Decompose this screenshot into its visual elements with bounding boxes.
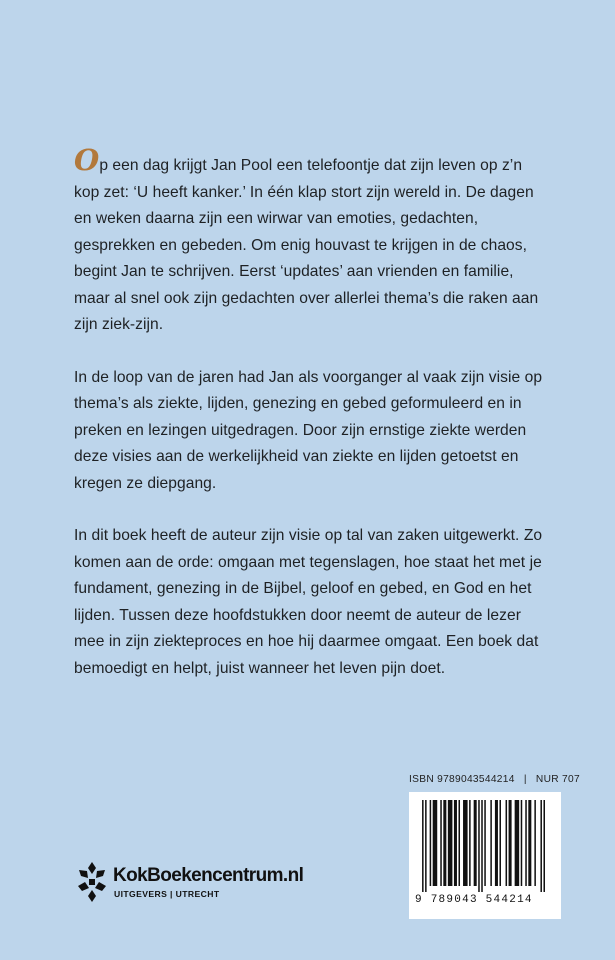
publisher-subtitle: UITGEVERS | UTRECHT bbox=[114, 889, 220, 899]
barcode-bar bbox=[430, 800, 432, 886]
nur-label: NUR bbox=[535, 774, 559, 785]
barcode-bar bbox=[525, 800, 527, 886]
kok-star-icon bbox=[76, 860, 108, 904]
publisher-name: KokBoekencentrum.nl bbox=[113, 865, 304, 886]
barcode-bar bbox=[521, 800, 523, 886]
barcode-bar bbox=[515, 800, 520, 886]
barcode-bars bbox=[417, 800, 553, 892]
back-cover-blurb bbox=[74, 143, 544, 708]
barcode-bar bbox=[543, 800, 545, 892]
barcode-bar bbox=[463, 800, 468, 886]
blurb-paragraph-1-text: p een dag krijgt Jan Pool een telefoontje dat zijn leven op z’n kop zet: ‘U heeft kanker.’ In één klap stort zijn wereld in. De dagen en weken daarna zijn een wirwar van emoties, gedachten, gesprekken en gebeden. Om enig houvast te krijgen in de chaos, begint Jan te schrijven. Eerst ‘updates’ aan vrienden en familie, maar al snel ook zijn gedachten over allerlei thema’s die raken aan zijn ziek-zijn. bbox=[74, 157, 539, 333]
isbn-value: 9789043544214 bbox=[437, 774, 515, 785]
blurb-paragraph-3: In dit boek heeft de auteur zijn visie op tal van zaken uitgewerkt. Zo komen aan de orde: omgaan met tegenslagen, hoe staat het met je fundament, genezing in de Bijbel, geloof en gebed, en God en het lijden. Tussen deze hoofdstukken door neemt de auteur de lezer mee in zijn ziekteproces en hoe hij daarmee omgaat. Een boek dat bemoedigt en helpt, juist wanneer het leven pijn doet. bbox=[74, 527, 543, 677]
barcode-bar bbox=[422, 800, 424, 892]
barcode-bar bbox=[509, 800, 512, 886]
barcode-bar bbox=[469, 800, 471, 886]
barcode-bar bbox=[454, 800, 457, 886]
barcode-bar bbox=[443, 800, 446, 886]
isbn-label: ISBN bbox=[409, 774, 434, 785]
barcode-bar bbox=[506, 800, 508, 886]
drop-cap: O bbox=[74, 143, 100, 177]
blurb-paragraph-2: In de loop van de jaren had Jan als voorganger al vaak zijn visie op thema’s als ziekte, lijden, genezing en gebed geformuleerd en in preken en lezingen uitgedragen. Door zijn ernstige ziekte werden deze visies aan de werkelijkheid van ziekte en lijden getoetst en kregen ze diepgang. bbox=[74, 368, 543, 492]
barcode-digits: 9 789043 544214 bbox=[415, 894, 533, 906]
barcode-bar bbox=[528, 800, 531, 886]
barcode-bar bbox=[458, 800, 460, 886]
barcode-bar bbox=[534, 800, 536, 886]
barcode-bar bbox=[481, 800, 483, 892]
isbn-separator: | bbox=[523, 774, 527, 785]
blurb-paragraph-1 bbox=[74, 143, 544, 339]
barcode-bar bbox=[448, 800, 453, 886]
barcode-bar bbox=[495, 800, 498, 886]
barcode-bar bbox=[440, 800, 442, 886]
barcode bbox=[409, 792, 561, 919]
barcode-bar bbox=[478, 800, 480, 892]
barcode-bar bbox=[433, 800, 438, 886]
barcode-bar bbox=[484, 800, 486, 886]
barcode-bar bbox=[499, 800, 501, 886]
nur-value: 707 bbox=[562, 774, 580, 785]
barcode-bar bbox=[474, 800, 477, 886]
barcode-bar bbox=[425, 800, 427, 892]
barcode-bar bbox=[540, 800, 542, 892]
barcode-bar bbox=[490, 800, 492, 886]
isbn-nur-line bbox=[409, 774, 580, 785]
